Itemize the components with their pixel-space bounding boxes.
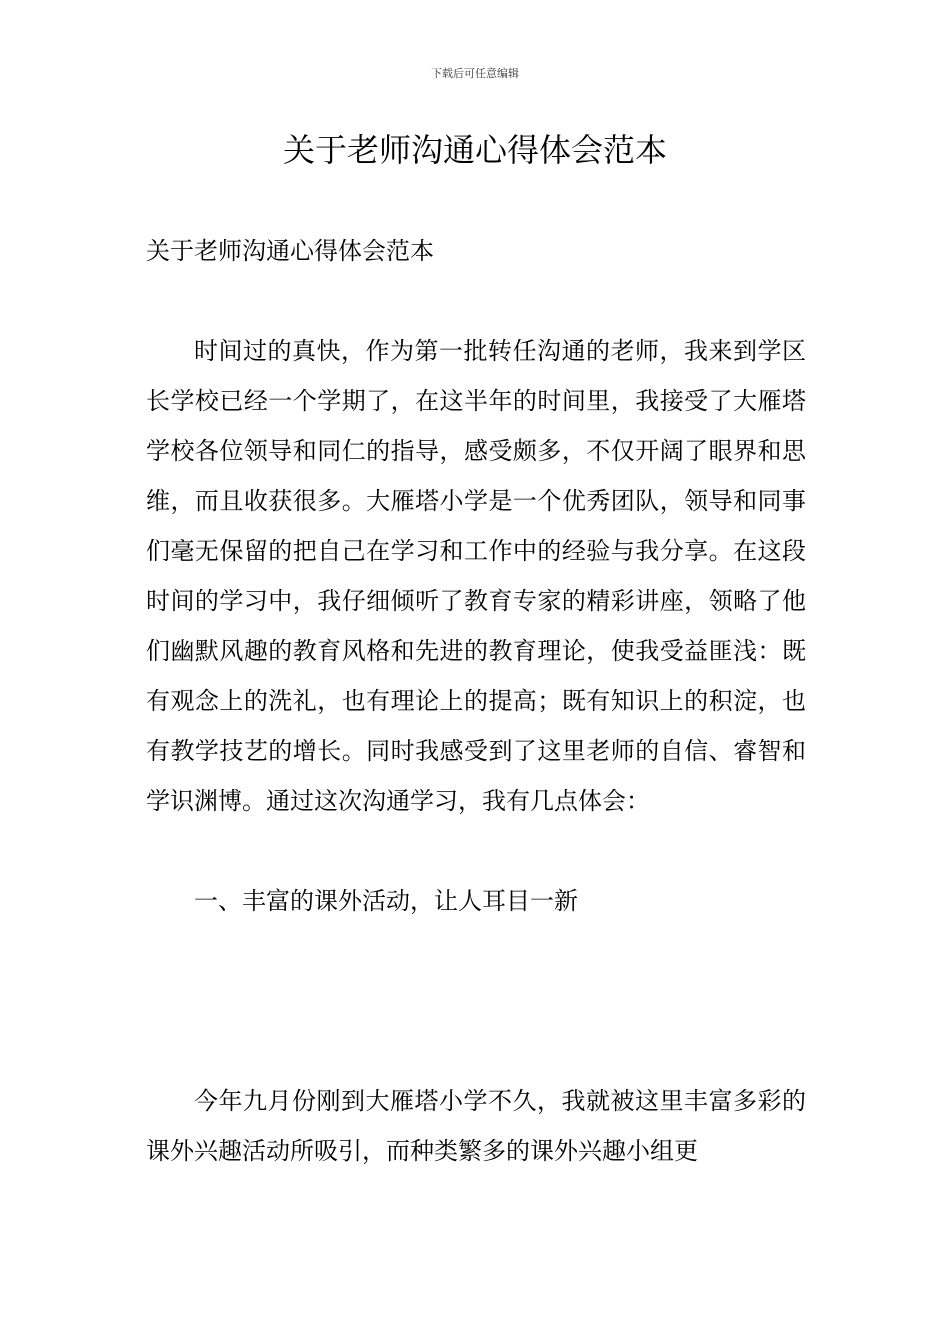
section-paragraph: 今年九月份刚到大雁塔小学不久，我就被这里丰富多彩的课外兴趣活动所吸引，而种类繁多的课外兴趣小组更 xyxy=(146,1087,806,1165)
intro-paragraph: 时间过的真快，作为第一批转任沟通的老师，我来到学区长学校已经一个学期了，在这半年的时间里，我接受了大雁塔学校各位领导和同仁的指导，感受颇多，不仅开阔了眼界和思维，而且收获很多。大雁塔小学是一个优秀团队，领导和同事们毫无保留的把自己在学习和工作中的经验与我分享。在这段时间的学习中，我仔细倾听了教育专家的精彩讲座，领略了他们幽默风趣的教育风格和先进的教育理论，使我受益匪浅：既有观念上的洗礼，也有理论上的提高；既有知识上的积淀，也有教学技艺的增长。同时我感受到了这里老师的自信、睿智和学识渊博。通过这次沟通学习，我有几点体会： xyxy=(146,337,806,815)
header-note: 下载后可任意编辑 xyxy=(431,67,519,80)
spacer xyxy=(146,276,806,326)
document-subtitle: 关于老师沟通心得体会范本 xyxy=(146,237,434,265)
document-body xyxy=(146,226,806,1176)
spacer xyxy=(146,926,806,1076)
section-heading: 一、丰富的课外活动，让人耳目一新 xyxy=(194,887,578,915)
spacer xyxy=(146,826,806,876)
document-title: 关于老师沟通心得体会范本 xyxy=(282,131,667,169)
